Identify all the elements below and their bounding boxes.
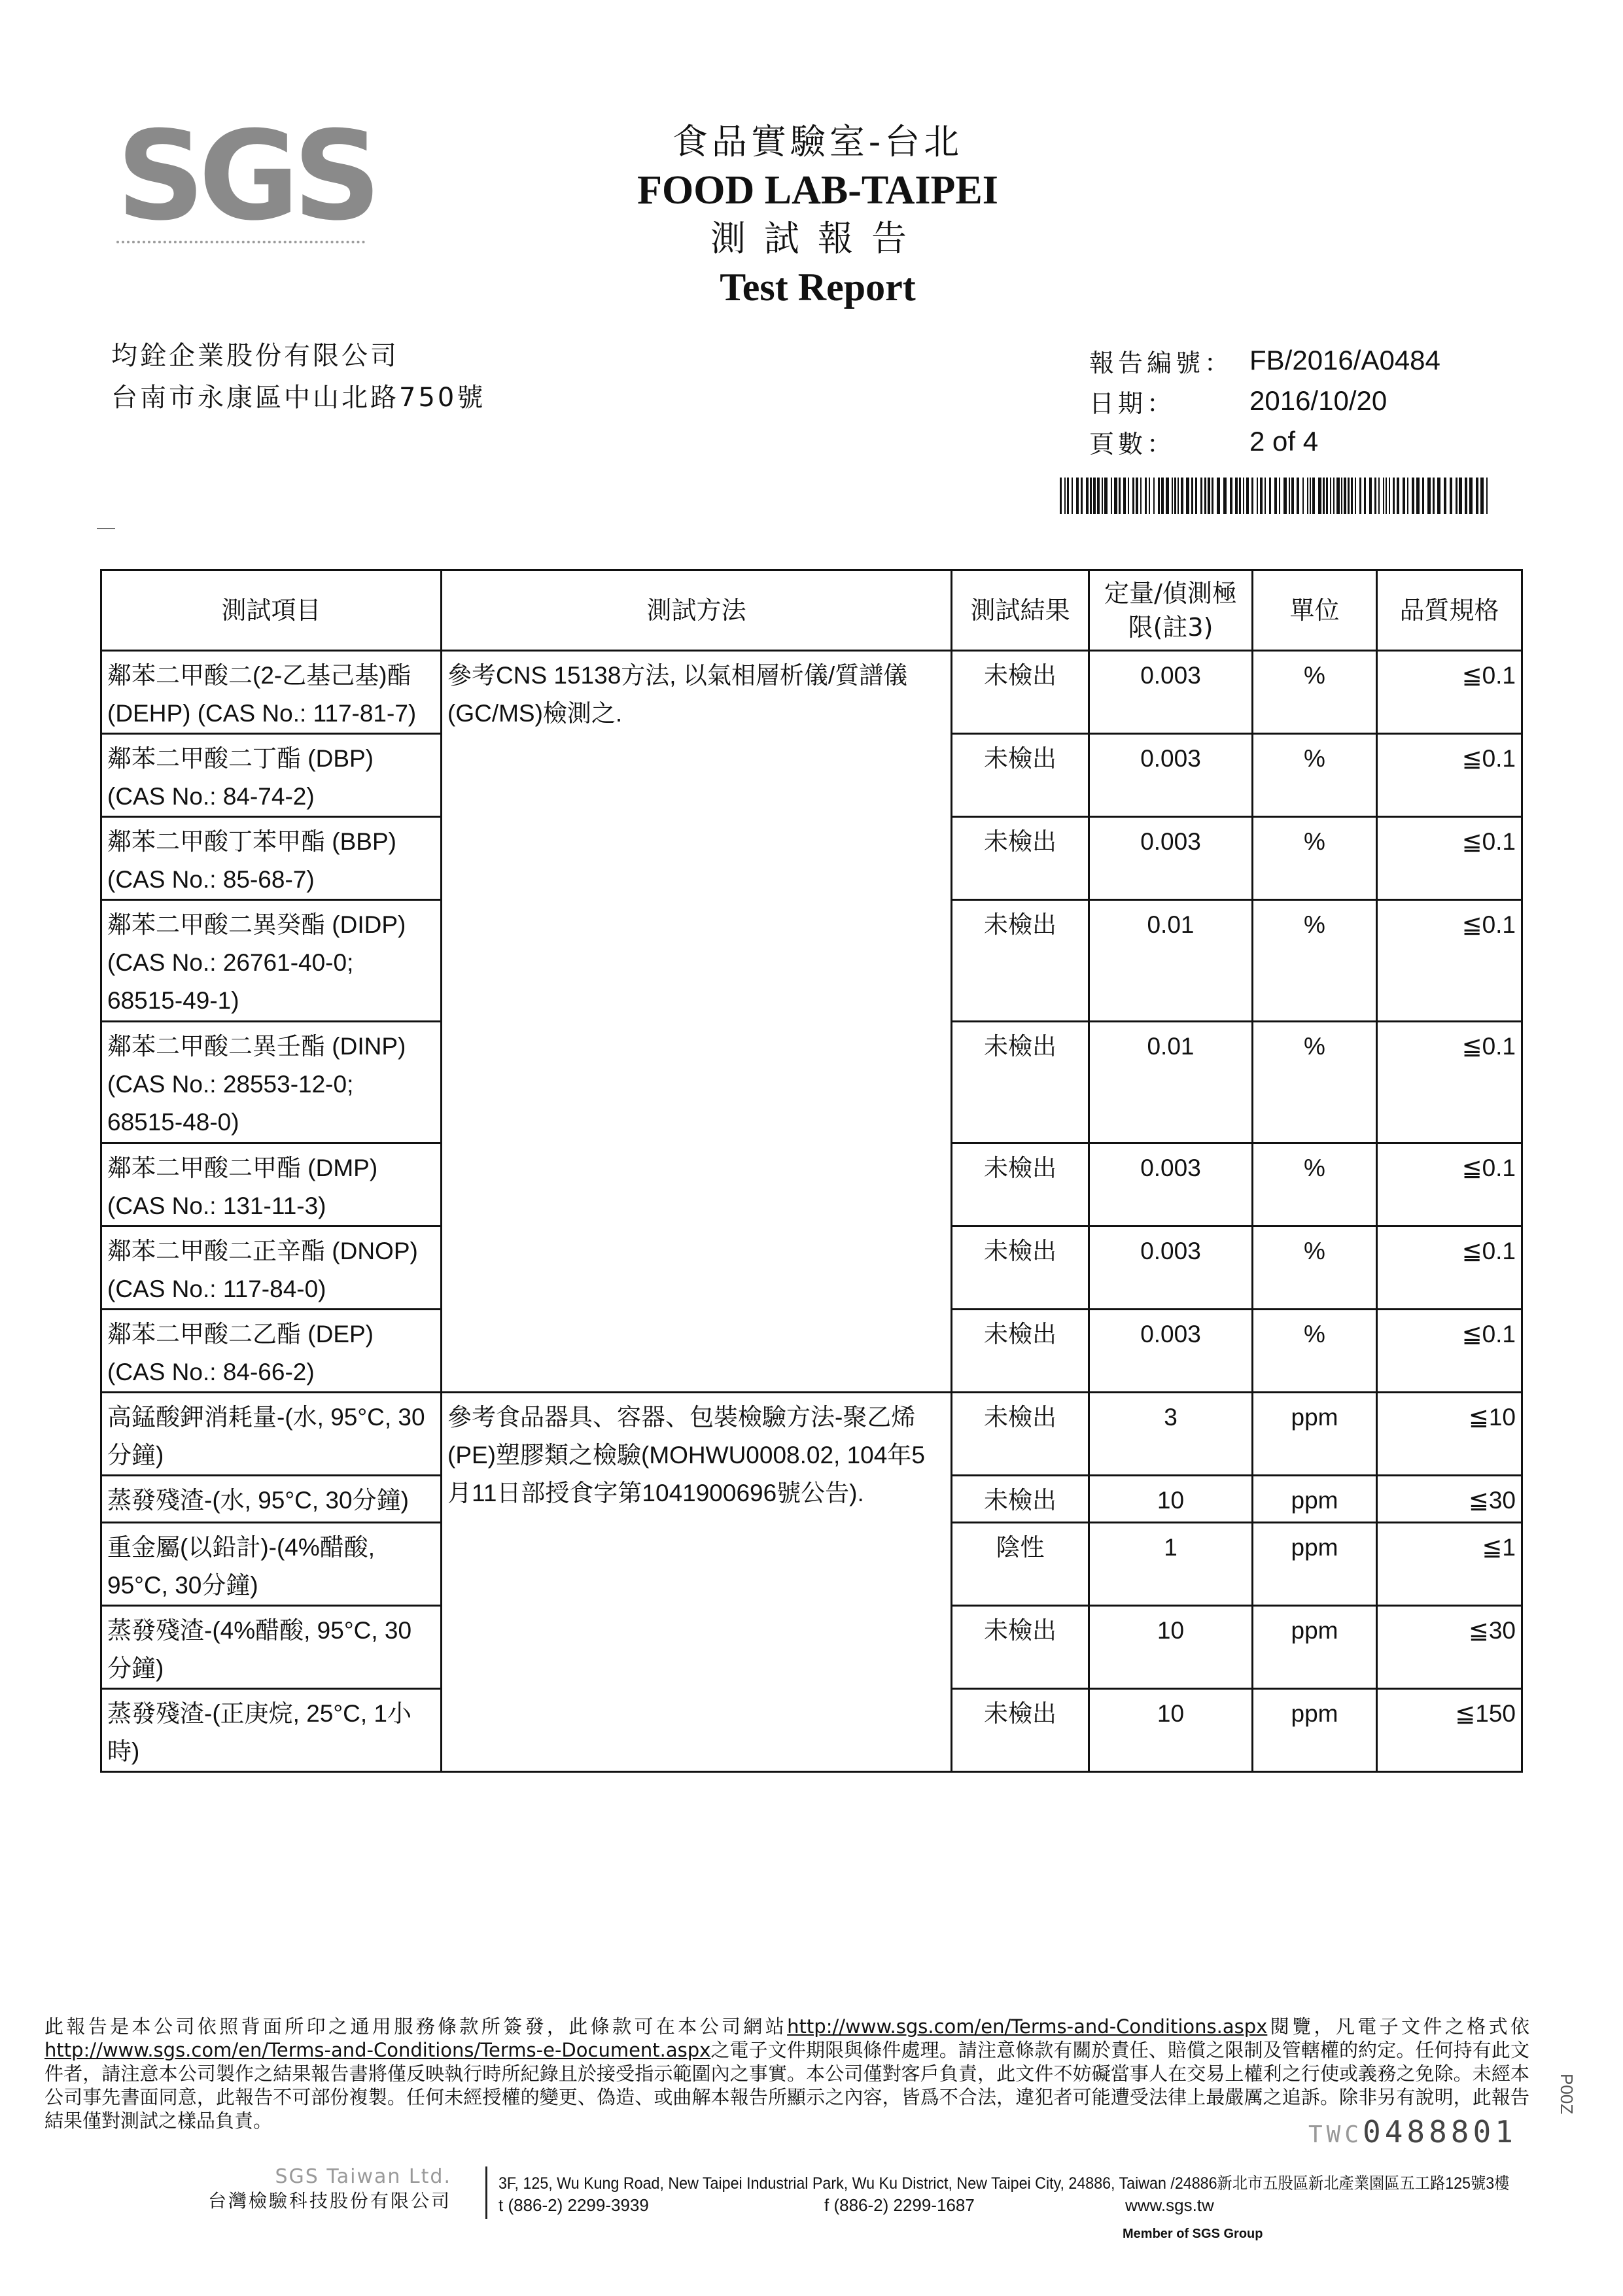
detection-limit: 0.003 (1089, 817, 1253, 900)
unit: ppm (1253, 1476, 1377, 1523)
report-no-row (1089, 340, 1440, 381)
test-item: 高錳酸鉀消耗量-(水, 95°C, 30分鐘) (101, 1393, 442, 1476)
page-count: 2 of 4 (1249, 426, 1319, 457)
logo-text: SGS (116, 105, 375, 248)
col-header-spec: 品質規格 (1377, 570, 1522, 651)
col-header-method: 測試方法 (442, 570, 952, 651)
detection-limit: 1 (1089, 1523, 1253, 1606)
barcode-bar (1359, 478, 1361, 514)
barcode-bar (1119, 478, 1121, 514)
barcode-bar (1136, 478, 1138, 514)
quality-spec: ≦0.1 (1377, 734, 1522, 817)
test-item: 蒸發殘渣-(水, 95°C, 30分鐘) (101, 1476, 442, 1523)
barcode-bar (1302, 478, 1304, 514)
col-header-result: 測試結果 (952, 570, 1089, 651)
barcode-bar (1486, 478, 1488, 514)
detection-limit: 0.01 (1089, 900, 1253, 1022)
test-item: 重金屬(以鉛計)-(4%醋酸, 95°C, 30分鐘) (101, 1523, 442, 1606)
test-result: 陰性 (952, 1523, 1089, 1606)
barcode-bar (1351, 478, 1353, 514)
side-code: P00Z (1557, 2074, 1577, 2115)
barcode-bar (1257, 478, 1258, 514)
margin-mark: — (97, 517, 115, 537)
test-result: 未檢出 (952, 1606, 1089, 1689)
barcode-bar (1412, 478, 1414, 514)
quality-spec: ≦30 (1377, 1606, 1522, 1689)
detection-limit: 0.003 (1089, 1226, 1253, 1310)
detection-limit: 0.003 (1089, 1143, 1253, 1226)
test-result: 未檢出 (952, 1226, 1089, 1310)
barcode-bar (1178, 478, 1179, 514)
barcode-bar (1269, 478, 1271, 514)
barcode-bar (1348, 478, 1350, 514)
barcode-bar (1465, 478, 1467, 514)
test-item: 鄰苯二甲酸二丁酯 (DBP) (CAS No.: 84-74-2) (101, 734, 442, 817)
barcode-bar (1181, 478, 1183, 514)
col-header-unit: 單位 (1253, 570, 1377, 651)
date-row (1089, 381, 1440, 421)
barcode-bar (1344, 478, 1346, 514)
unit: % (1253, 817, 1377, 900)
test-item: 鄰苯二甲酸二甲酯 (DMP) (CAS No.: 131-11-3) (101, 1143, 442, 1226)
company-name-en: SGS Taiwan Ltd. (275, 2165, 451, 2188)
test-result: 未檢出 (952, 1476, 1089, 1523)
barcode-bar (1480, 478, 1484, 514)
barcode-bar (1476, 478, 1478, 514)
barcode-bar (1364, 478, 1366, 514)
barcode-bar (1212, 478, 1213, 514)
client-address: 台南市永康區中山北路750號 (111, 383, 486, 413)
detection-limit: 0.003 (1089, 1310, 1253, 1393)
barcode-bar (1114, 478, 1117, 514)
unit: % (1253, 651, 1377, 734)
barcode-bar (1166, 478, 1169, 514)
sgs-logo (116, 105, 375, 248)
client-name: 均銓企業股份有限公司 (111, 341, 399, 371)
barcode-bar (1456, 478, 1457, 514)
unit: % (1253, 1143, 1377, 1226)
test-result: 未檢出 (952, 734, 1089, 817)
test-item: 鄰苯二甲酸二乙酯 (DEP) (CAS No.: 84-66-2) (101, 1310, 442, 1393)
test-item: 鄰苯二甲酸二異壬酯 (DINP) (CAS No.: 28553-12-0; 68515-48-0) (101, 1022, 442, 1143)
barcode-bar (1204, 478, 1206, 514)
barcode-bar (1427, 478, 1431, 514)
barcode-bar (1260, 478, 1263, 514)
barcode-bar (1355, 478, 1356, 514)
barcode-bar (1161, 478, 1164, 514)
barcode-bar (1291, 478, 1294, 514)
barcode-bar (1081, 478, 1083, 514)
barcode-bar (1279, 478, 1280, 514)
barcode-bar (1318, 478, 1321, 514)
report-title-en: Test Report (720, 266, 916, 309)
barcode-bar (1076, 478, 1079, 514)
detection-limit: 0.003 (1089, 734, 1253, 817)
unit: ppm (1253, 1689, 1377, 1772)
barcode-bar (1312, 478, 1315, 514)
report-no: FB/2016/A0484 (1249, 345, 1440, 375)
unit: % (1253, 734, 1377, 817)
barcode-bar (1086, 478, 1089, 514)
company-name-zh: 台灣檢驗科技股份有限公司 (207, 2190, 451, 2212)
quality-spec: ≦0.1 (1377, 1226, 1522, 1310)
footer-divider (485, 2166, 487, 2219)
barcode-bar (1243, 478, 1244, 514)
barcode-bar (1200, 478, 1202, 514)
report-title-zh: 測試報告 (710, 218, 925, 259)
barcode-bar (1383, 478, 1384, 514)
col-header-limit: 定量/偵測極限(註3) (1089, 570, 1253, 651)
barcode-bar (1123, 478, 1126, 514)
barcode-bar (1067, 478, 1069, 514)
barcode-bar (1323, 478, 1325, 514)
table-row (101, 1393, 1522, 1476)
barcode-bar (1422, 478, 1424, 514)
date-label: 日期： (1089, 389, 1176, 418)
test-result: 未檢出 (952, 900, 1089, 1022)
barcode-bar (1239, 478, 1241, 514)
detection-limit: 3 (1089, 1393, 1253, 1476)
report-no-label: 報告編號： (1089, 348, 1234, 377)
barcode-bar (1223, 478, 1227, 514)
barcode-bar (1437, 478, 1440, 514)
barcode-bar (1397, 478, 1399, 514)
quality-spec: ≦10 (1377, 1393, 1522, 1476)
barcode-bar (1333, 478, 1335, 514)
barcode-bar (1097, 478, 1100, 514)
barcode-bar (1369, 478, 1372, 514)
lab-title-en: FOOD LAB-TAIPEI (637, 168, 998, 213)
barcode-bar (1326, 478, 1328, 514)
quality-spec: ≦0.1 (1377, 817, 1522, 900)
report-meta (1089, 340, 1440, 462)
barcode-bar (1132, 478, 1134, 514)
sample-prefix: TWC (1308, 2121, 1363, 2148)
barcode-bar (1265, 478, 1266, 514)
barcode (1060, 478, 1492, 514)
barcode-bar (1307, 478, 1308, 514)
test-method: 參考CNS 15138方法, 以氣相層析儀/質譜儀(GC/MS)檢測之. (442, 651, 952, 1393)
test-result: 未檢出 (952, 817, 1089, 900)
disclaimer-part-2: 閱覽，凡電子文件之格式依 (1267, 2015, 1529, 2038)
disclaimer-part-3: 之電子文件期限與條件處理。請注意條款有關於責任、賠償之限制及管轄權的約定。任何持有此文件者，請注意本公司製作之結果報告書將僅反映執行時所紀錄且於接受指示範圍內之事實。本公司僅對客戶負責，此文件不妨礙當事人在交易上權利之行使或義務之免除。未經本公司事先書面同意，此報告不可部份複製。任何未經授權的變更、偽造、或曲解本報告所顯示之內容，皆爲不合法，違犯者可能遭受法律上最嚴厲之追訴。除非另有說明，此報告結果僅對測試之樣品負責。 (44, 2039, 1529, 2132)
barcode-bar (1330, 478, 1331, 514)
barcode-bar (1208, 478, 1210, 514)
table-row (101, 651, 1522, 734)
pages-row (1089, 421, 1440, 462)
quality-spec: ≦1 (1377, 1523, 1522, 1606)
barcode-bar (1140, 478, 1142, 514)
lab-title-zh: 食品實驗室-台北 (672, 121, 964, 162)
test-item: 鄰苯二甲酸二(2-乙基己基)酯 (DEHP) (CAS No.: 117-81-7) (101, 651, 442, 734)
barcode-bar (1297, 478, 1299, 514)
company-address: 3F, 125, Wu Kung Road, New Taipei Industrial Park, Wu Ku District, New Taipei City, 24886, Taiwan /24886新北市五股區新北產業園區五工路125號3樓 (498, 2174, 1510, 2193)
company-block (190, 2165, 451, 2214)
barcode-bar (1469, 478, 1473, 514)
test-result: 未檢出 (952, 1143, 1089, 1226)
detection-limit: 10 (1089, 1606, 1253, 1689)
barcode-bar (1444, 478, 1446, 514)
quality-spec: ≦0.1 (1377, 1022, 1522, 1143)
detection-limit: 0.003 (1089, 651, 1253, 734)
barcode-bar (1149, 478, 1150, 514)
barcode-bar (1060, 478, 1062, 514)
barcode-bar (1246, 478, 1249, 514)
barcode-bar (1111, 478, 1112, 514)
sample-no-value: 0488801 (1363, 2114, 1517, 2149)
detection-limit: 0.01 (1089, 1022, 1253, 1143)
logo-underline (116, 241, 365, 243)
report-header (523, 118, 1112, 311)
test-result: 未檢出 (952, 1310, 1089, 1393)
report-date: 2016/10/20 (1249, 385, 1387, 416)
test-item: 蒸發殘渣-(正庚烷, 25°C, 1小時) (101, 1689, 442, 1772)
barcode-bar (1283, 478, 1287, 514)
test-result: 未檢出 (952, 1022, 1089, 1143)
test-item: 鄰苯二甲酸二正辛酯 (DNOP) (CAS No.: 117-84-0) (101, 1226, 442, 1310)
disclaimer-part-1: 此報告是本公司依照背面所印之通用服務條款所簽發，此條款可在本公司網站 (44, 2015, 788, 2038)
quality-spec: ≦150 (1377, 1689, 1522, 1772)
barcode-bar (1386, 478, 1387, 514)
barcode-bar (1310, 478, 1311, 514)
telephone: t (886-2) 2299-3939 (498, 2195, 649, 2215)
unit: ppm (1253, 1393, 1377, 1476)
unit: % (1253, 900, 1377, 1022)
test-result: 未檢出 (952, 1689, 1089, 1772)
barcode-bar (1195, 478, 1197, 514)
barcode-bar (1235, 478, 1238, 514)
member-of-sgs-group: Member of SGS Group (1123, 2227, 1263, 2241)
barcode-bar (1274, 478, 1277, 514)
barcode-bar (1341, 478, 1342, 514)
barcode-bar (1128, 478, 1129, 514)
fax: f (886-2) 2299-1687 (824, 2195, 975, 2215)
results-table (100, 569, 1523, 1773)
barcode-bar (1450, 478, 1452, 514)
barcode-bar (1217, 478, 1220, 514)
barcode-bar (1090, 478, 1092, 514)
quality-spec: ≦0.1 (1377, 900, 1522, 1022)
barcode-bar (1289, 478, 1290, 514)
barcode-bar (1459, 478, 1462, 514)
terms-e-document-link[interactable]: http://www.sgs.com/en/Terms-and-Conditions/Terms-e-Document.aspx (44, 2039, 711, 2061)
barcode-bar (1393, 478, 1395, 514)
test-result: 未檢出 (952, 1393, 1089, 1476)
barcode-bar (1145, 478, 1147, 514)
unit: % (1253, 1310, 1377, 1393)
barcode-bar (1374, 478, 1376, 514)
client-block (111, 335, 485, 419)
table-header-row (101, 570, 1522, 651)
terms-link[interactable]: http://www.sgs.com/en/Terms-and-Conditions.aspx (787, 2015, 1268, 2038)
barcode-bar (1104, 478, 1108, 514)
barcode-bar (1230, 478, 1232, 514)
unit: % (1253, 1226, 1377, 1310)
barcode-bar (1153, 478, 1155, 514)
detection-limit: 10 (1089, 1476, 1253, 1523)
barcode-bar (1416, 478, 1420, 514)
test-item: 鄰苯二甲酸二異癸酯 (DIDP) (CAS No.: 26761-40-0; 68515-49-1) (101, 900, 442, 1022)
barcode-bar (1186, 478, 1189, 514)
pages-label: 頁數： (1089, 429, 1176, 459)
quality-spec: ≦0.1 (1377, 1310, 1522, 1393)
unit: ppm (1253, 1523, 1377, 1606)
barcode-bar (1072, 478, 1073, 514)
barcode-bar (1174, 478, 1176, 514)
barcode-bar (1172, 478, 1173, 514)
test-method: 參考食品器具、容器、包裝檢驗方法-聚乙烯(PE)塑膠類之檢驗(MOHWU0008.02, 104年5月11日部授食字第1041900696號公告). (442, 1393, 952, 1772)
quality-spec: ≦0.1 (1377, 1143, 1522, 1226)
barcode-bar (1191, 478, 1193, 514)
barcode-bar (1378, 478, 1380, 514)
disclaimer (44, 2015, 1529, 2132)
quality-spec: ≦0.1 (1377, 651, 1522, 734)
detection-limit: 10 (1089, 1689, 1253, 1772)
col-header-item: 測試項目 (101, 570, 442, 651)
barcode-bar (1403, 478, 1405, 514)
unit: ppm (1253, 1606, 1377, 1689)
barcode-bar (1251, 478, 1253, 514)
barcode-bar (1336, 478, 1340, 514)
barcode-bar (1433, 478, 1435, 514)
barcode-bar (1093, 478, 1096, 514)
test-item: 鄰苯二甲酸丁苯甲酯 (BBP) (CAS No.: 85-68-7) (101, 817, 442, 900)
barcode-bar (1158, 478, 1160, 514)
test-result: 未檢出 (952, 651, 1089, 734)
quality-spec: ≦30 (1377, 1476, 1522, 1523)
sample-number (1308, 2114, 1517, 2149)
website-link[interactable]: www.sgs.tw (1125, 2195, 1214, 2215)
barcode-bar (1389, 478, 1390, 514)
barcode-bar (1064, 478, 1066, 514)
barcode-bar (1407, 478, 1408, 514)
unit: % (1253, 1022, 1377, 1143)
barcode-bar (1102, 478, 1103, 514)
test-item: 蒸發殘渣-(4%醋酸, 95°C, 30分鐘) (101, 1606, 442, 1689)
